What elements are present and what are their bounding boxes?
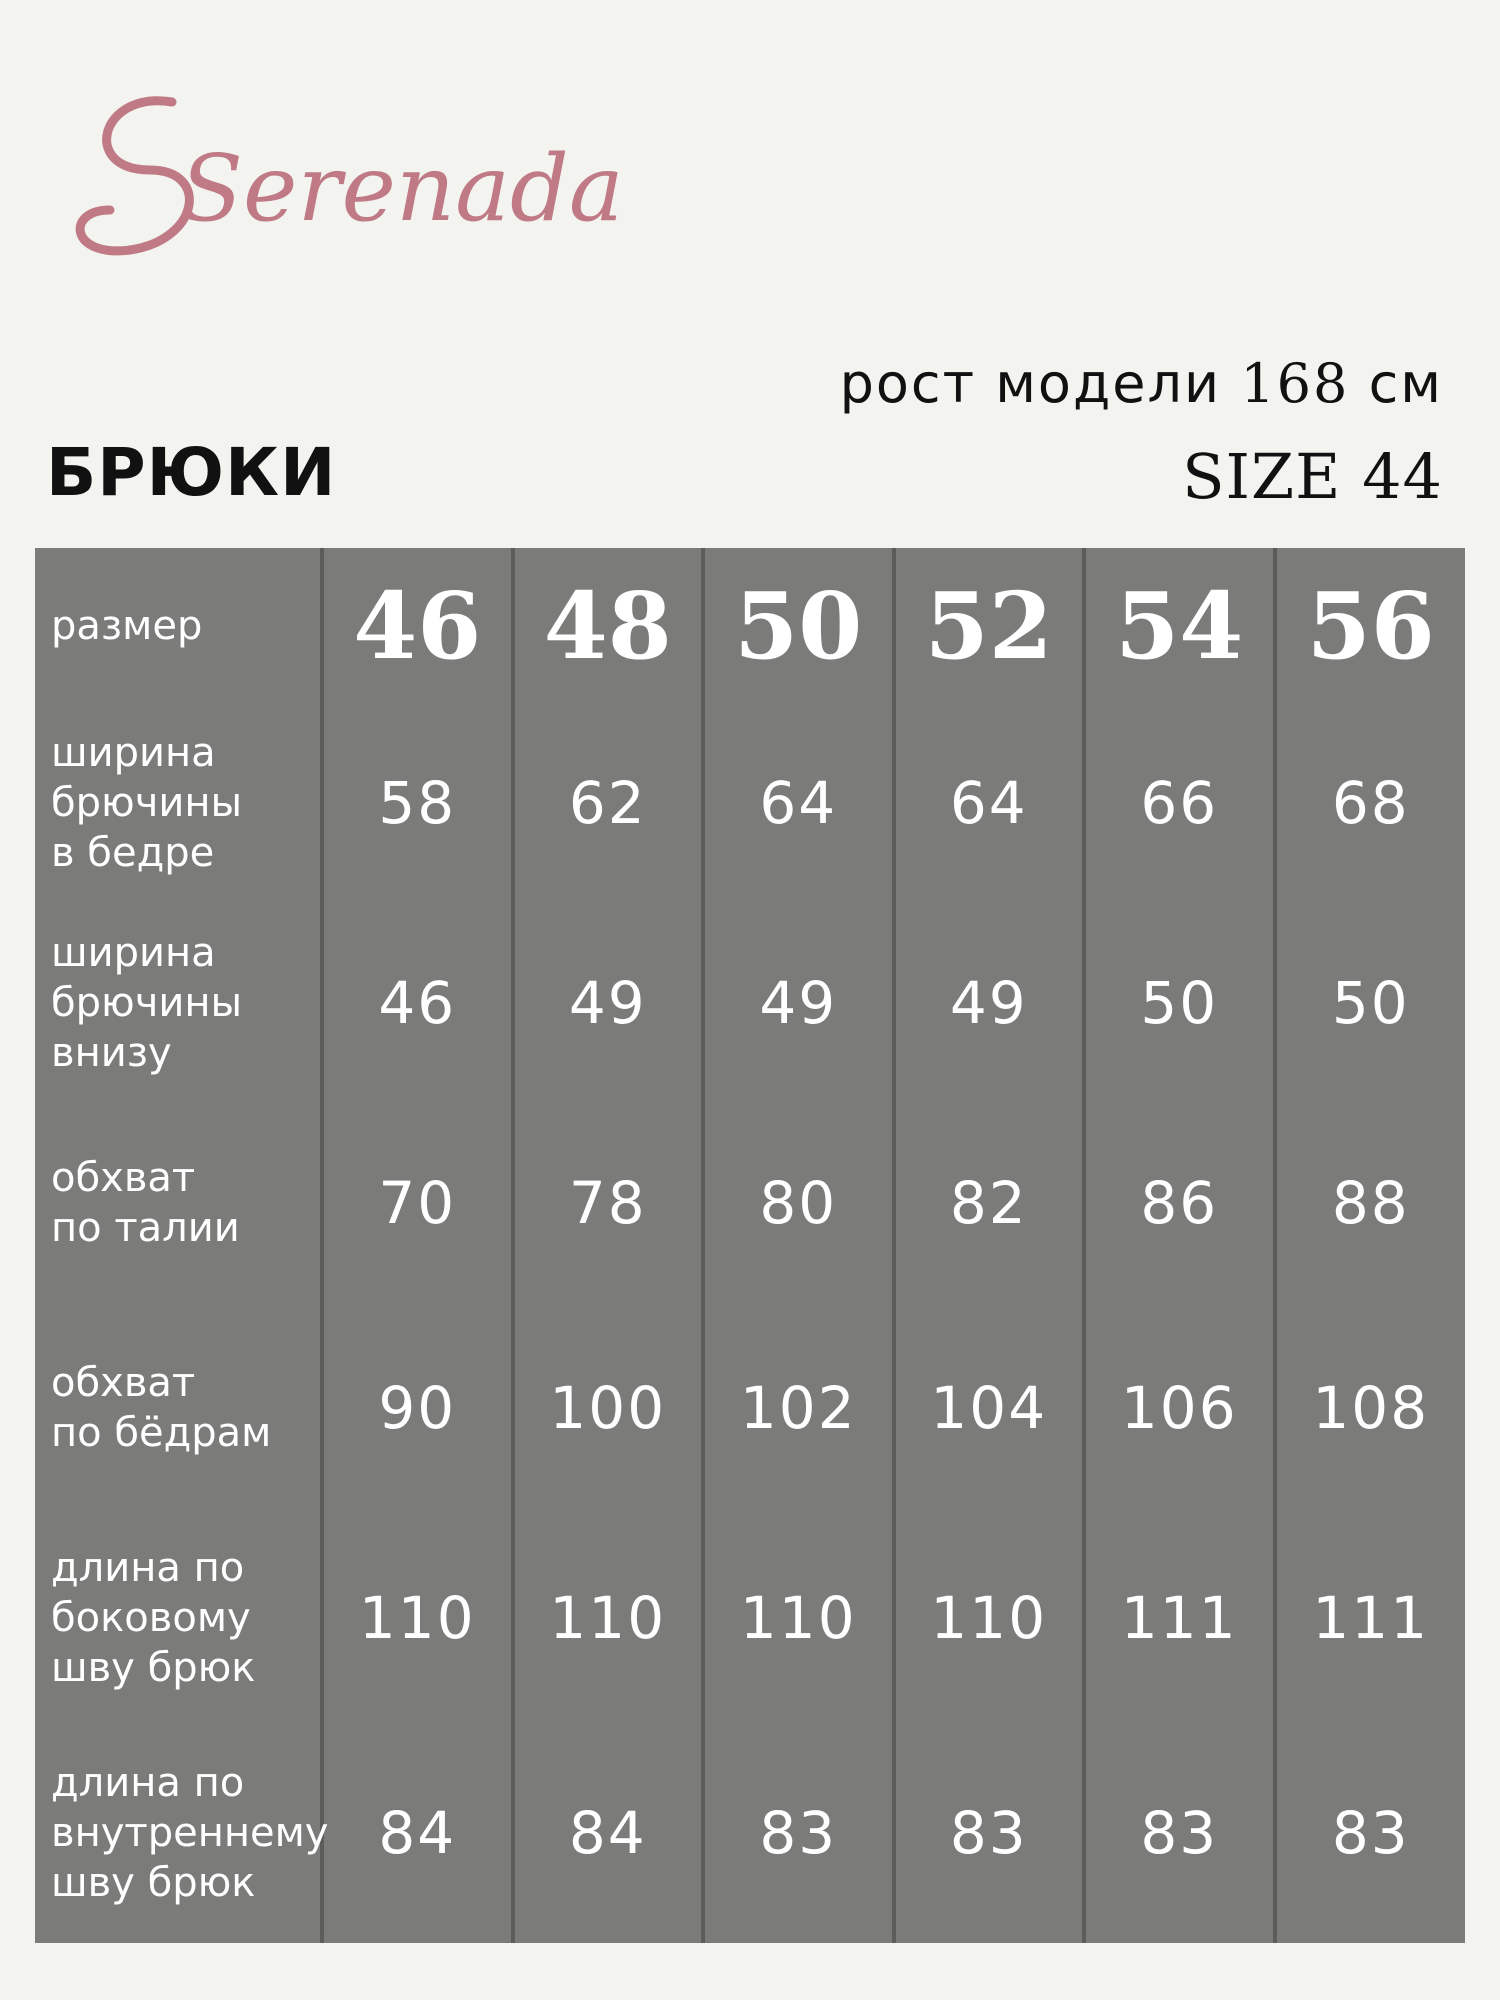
measurement-value: 83	[949, 1799, 1028, 1867]
row-label-cell	[35, 1513, 322, 1723]
measurement-value: 49	[759, 969, 838, 1037]
measurement-value: 82	[949, 1169, 1028, 1237]
value-cell	[322, 1303, 513, 1513]
value-cell	[1084, 1103, 1275, 1303]
value-cell	[1084, 1723, 1275, 1943]
value-cell	[322, 703, 513, 903]
value-cell	[703, 703, 894, 903]
value-cell	[1275, 903, 1466, 1103]
table-row	[35, 1513, 1465, 1723]
value-cell	[894, 703, 1085, 903]
logo-wordmark: Serenada	[180, 135, 624, 242]
model-height-unit: см	[1368, 352, 1443, 415]
measurement-value: 84	[378, 1799, 457, 1867]
measurement-value: 90	[378, 1374, 457, 1442]
size-value: 52	[924, 571, 1053, 680]
row-label: обхват по талии	[51, 1155, 240, 1251]
measurement-value: 49	[568, 969, 647, 1037]
header-label-cell	[35, 548, 322, 703]
measurement-value: 86	[1140, 1169, 1219, 1237]
value-cell	[322, 1103, 513, 1303]
value-cell	[894, 1723, 1085, 1943]
value-cell	[322, 1513, 513, 1723]
value-cell	[513, 703, 704, 903]
header-label: размер	[51, 602, 203, 649]
size-cell	[894, 548, 1085, 703]
value-cell	[703, 1513, 894, 1723]
row-label: длина по боковому шву брюк	[51, 1545, 256, 1691]
value-cell	[894, 1103, 1085, 1303]
value-cell	[1084, 703, 1275, 903]
size-value: 48	[543, 571, 672, 680]
table-row	[35, 1103, 1465, 1303]
row-label-cell	[35, 1303, 322, 1513]
model-size	[1182, 440, 1443, 513]
table-row	[35, 1303, 1465, 1513]
measurement-value: 102	[739, 1374, 857, 1442]
value-cell	[1275, 1303, 1466, 1513]
serenada-logo-graphic	[60, 60, 624, 280]
size-cell	[322, 548, 513, 703]
value-cell	[1084, 1303, 1275, 1513]
value-cell	[703, 903, 894, 1103]
measurement-value: 100	[549, 1374, 667, 1442]
table-row	[35, 1723, 1465, 1943]
row-label-cell	[35, 703, 322, 903]
value-cell	[894, 1513, 1085, 1723]
measurement-value: 66	[1140, 769, 1219, 837]
value-cell	[513, 1303, 704, 1513]
measurement-value: 110	[358, 1584, 476, 1652]
measurement-value: 110	[739, 1584, 857, 1652]
measurement-value: 64	[949, 769, 1028, 837]
row-label-cell	[35, 1723, 329, 1943]
measurement-value: 50	[1140, 969, 1219, 1037]
value-cell	[703, 1723, 894, 1943]
measurement-value: 46	[378, 969, 457, 1037]
measurement-value: 58	[378, 769, 457, 837]
value-cell	[1275, 1723, 1466, 1943]
table-header-row	[35, 548, 1465, 703]
row-label: ширина брючины в бедре	[51, 730, 243, 876]
value-cell	[894, 903, 1085, 1103]
value-cell	[1275, 1103, 1466, 1303]
value-cell	[1275, 1513, 1466, 1723]
table-row	[35, 703, 1465, 903]
measurement-value: 70	[378, 1169, 457, 1237]
model-size-label: SIZE	[1182, 440, 1342, 513]
value-cell	[513, 1103, 704, 1303]
model-height	[840, 352, 1443, 415]
measurement-value: 68	[1331, 769, 1410, 837]
row-label-cell	[35, 1103, 322, 1303]
page-title: БРЮКИ	[46, 434, 337, 511]
size-cell	[703, 548, 894, 703]
value-cell	[703, 1303, 894, 1513]
row-label: длина по внутреннему шву брюк	[51, 1760, 329, 1906]
measurement-value: 80	[759, 1169, 838, 1237]
measurement-value: 111	[1312, 1584, 1430, 1652]
row-label-cell	[35, 903, 322, 1103]
value-cell	[894, 1303, 1085, 1513]
measurement-value: 83	[1140, 1799, 1219, 1867]
value-cell	[1275, 703, 1466, 903]
measurement-value: 50	[1331, 969, 1410, 1037]
measurement-value: 108	[1312, 1374, 1430, 1442]
value-cell	[322, 1723, 513, 1943]
measurement-value: 49	[949, 969, 1028, 1037]
row-label: ширина брючины внизу	[51, 930, 243, 1076]
size-value: 54	[1115, 571, 1244, 680]
value-cell	[513, 1513, 704, 1723]
model-height-label: рост модели	[839, 352, 1222, 415]
value-cell	[703, 1103, 894, 1303]
size-cell	[1084, 548, 1275, 703]
measurement-value: 88	[1331, 1169, 1410, 1237]
measurement-value: 64	[759, 769, 838, 837]
size-value: 56	[1306, 571, 1435, 680]
value-cell	[322, 903, 513, 1103]
measurement-value: 106	[1120, 1374, 1238, 1442]
size-cell	[513, 548, 704, 703]
measurement-value: 78	[568, 1169, 647, 1237]
measurement-value: 110	[549, 1584, 667, 1652]
value-cell	[1084, 903, 1275, 1103]
measurement-value: 110	[930, 1584, 1048, 1652]
table-row	[35, 903, 1465, 1103]
brand-logo	[60, 60, 624, 280]
size-value: 50	[734, 571, 863, 680]
model-size-value: 44	[1362, 440, 1443, 513]
row-label: обхват по бёдрам	[51, 1360, 272, 1456]
model-height-value: 168	[1240, 352, 1350, 415]
value-cell	[1084, 1513, 1275, 1723]
size-cell	[1275, 548, 1466, 703]
measurement-value: 62	[568, 769, 647, 837]
measurement-value: 84	[568, 1799, 647, 1867]
measurement-value: 111	[1120, 1584, 1238, 1652]
measurement-value: 83	[1331, 1799, 1410, 1867]
value-cell	[513, 903, 704, 1103]
size-chart-table	[35, 548, 1465, 1943]
value-cell	[513, 1723, 704, 1943]
measurement-value: 104	[930, 1374, 1048, 1442]
size-value: 46	[353, 571, 482, 680]
measurement-value: 83	[759, 1799, 838, 1867]
